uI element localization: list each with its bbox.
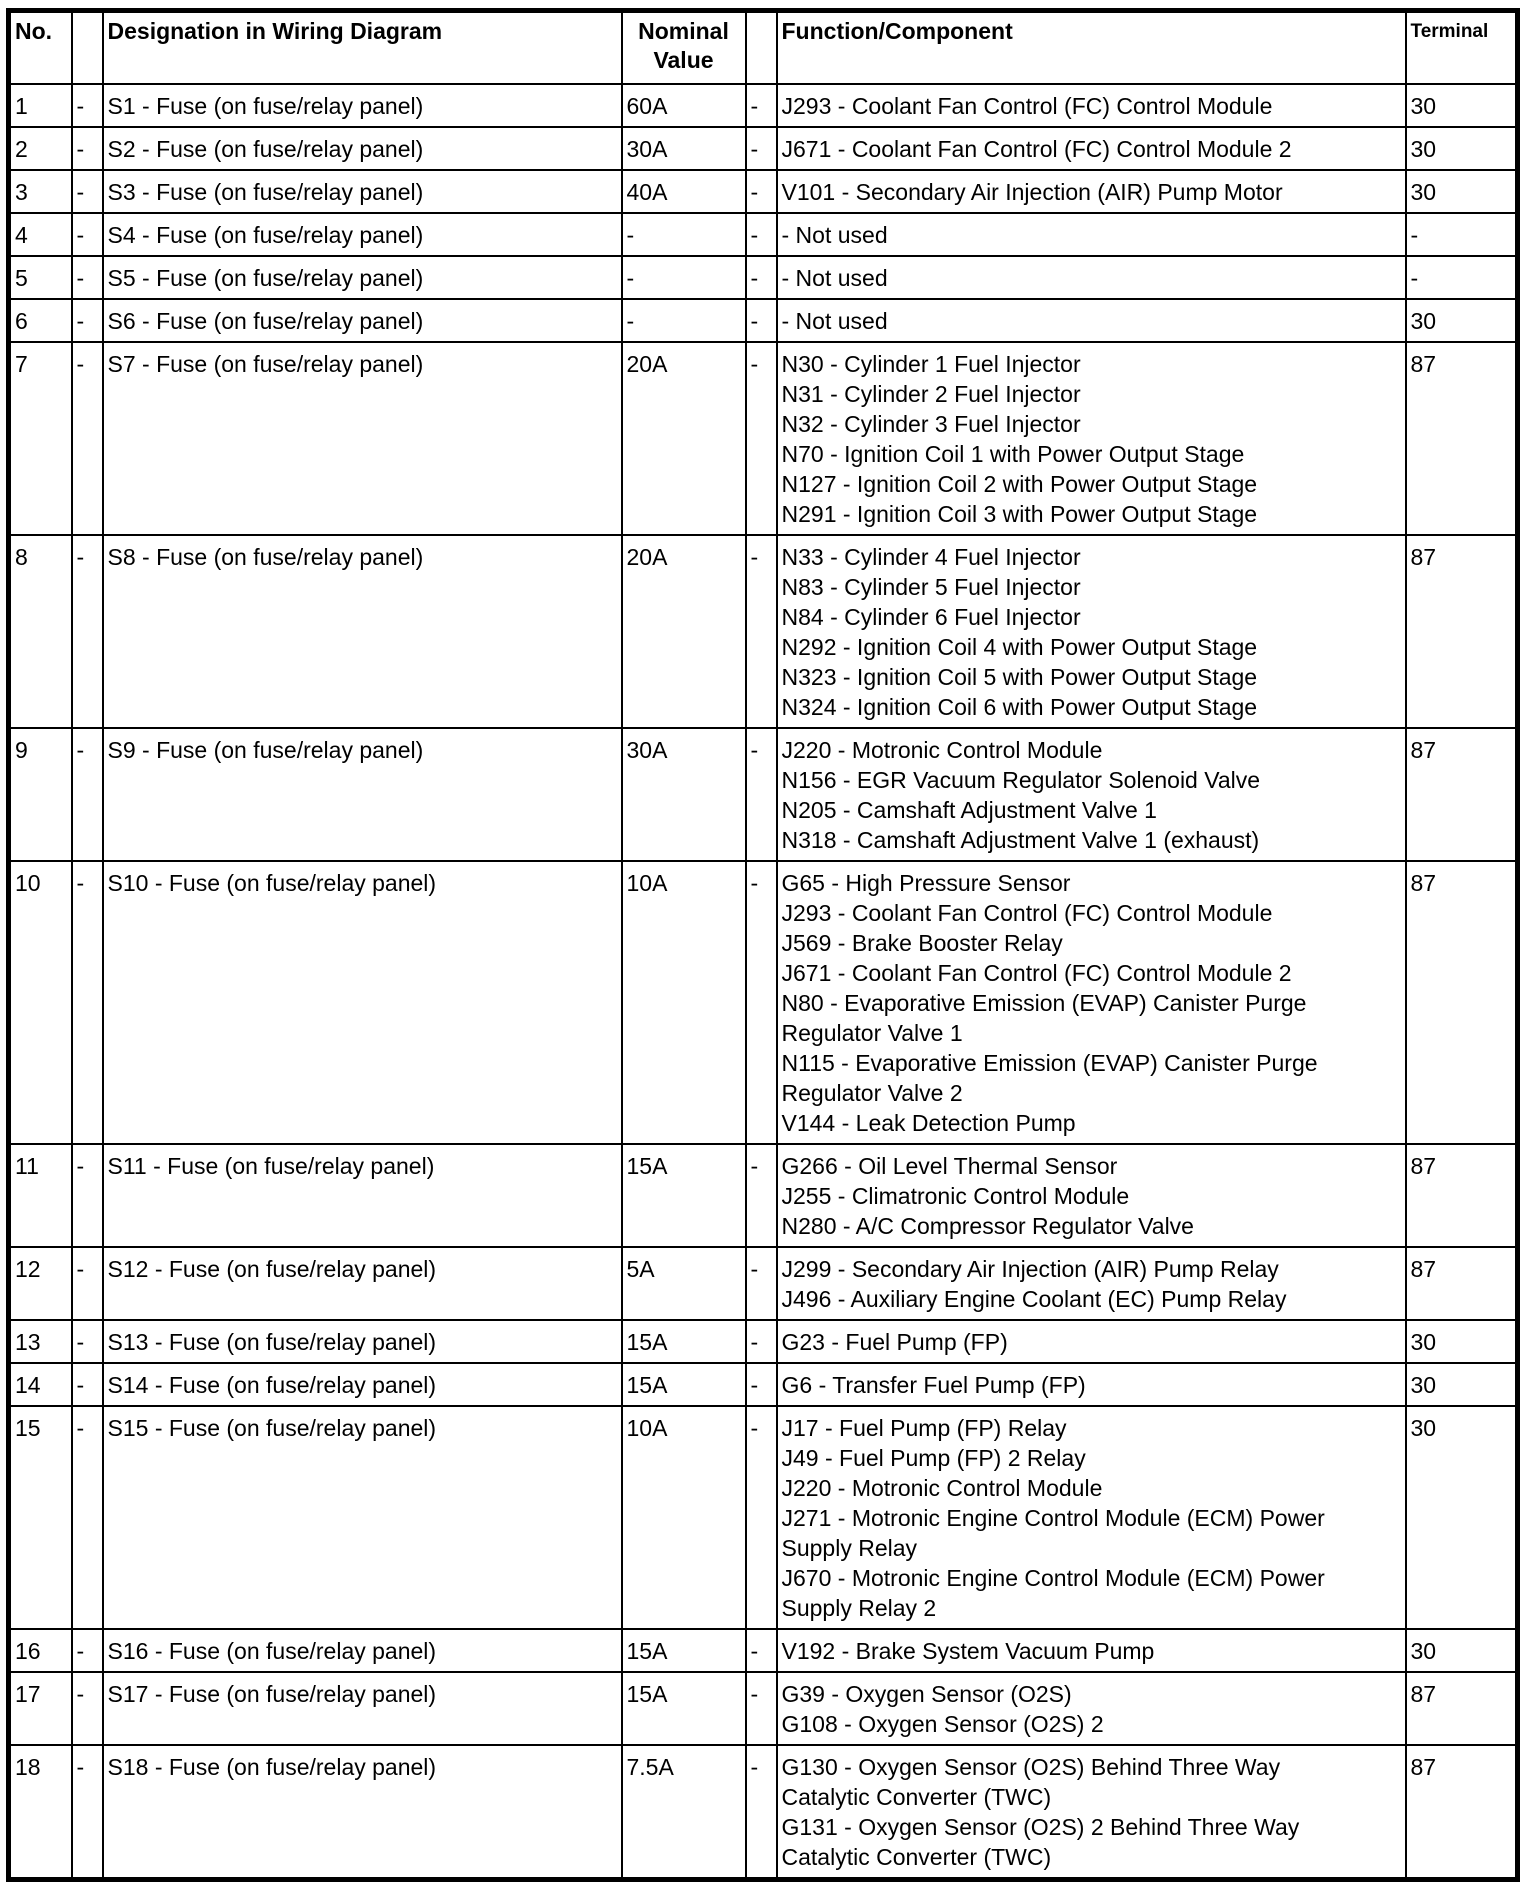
nominal-value-cell: 5A — [622, 1247, 746, 1320]
separator-cell: - — [746, 861, 777, 1144]
designation-cell: S15 - Fuse (on fuse/relay panel) — [103, 1406, 622, 1629]
component-line: N80 - Evaporative Emission (EVAP) Canister Purge — [781, 990, 1307, 1016]
function-cell — [777, 127, 1406, 170]
fuse-number-cell: 15 — [9, 1406, 72, 1629]
separator-cell: - — [72, 1672, 103, 1745]
nominal-value-cell: 40A — [622, 170, 746, 213]
component-line: J671 - Coolant Fan Control (FC) Control Module 2 — [781, 136, 1292, 162]
separator-cell: - — [746, 1745, 777, 1880]
designation-cell: S14 - Fuse (on fuse/relay panel) — [103, 1363, 622, 1406]
component-line: Supply Relay — [781, 1535, 918, 1561]
component-line: J293 - Coolant Fan Control (FC) Control Module — [781, 900, 1273, 926]
separator-cell: - — [72, 256, 103, 299]
table-row — [9, 1629, 1518, 1672]
designation-cell: S12 - Fuse (on fuse/relay panel) — [103, 1247, 622, 1320]
fuse-number-cell: 1 — [9, 84, 72, 127]
separator-cell: - — [746, 299, 777, 342]
header-nominal-value: Nominal Value — [622, 11, 746, 85]
separator-cell: - — [72, 127, 103, 170]
separator-cell: - — [746, 1363, 777, 1406]
separator-cell: - — [746, 1144, 777, 1247]
table-row — [9, 256, 1518, 299]
function-cell — [777, 84, 1406, 127]
function-cell — [777, 861, 1406, 1144]
designation-cell: S16 - Fuse (on fuse/relay panel) — [103, 1629, 622, 1672]
component-line: N70 - Ignition Coil 1 with Power Output Stage — [781, 441, 1245, 467]
component-line: N323 - Ignition Coil 5 with Power Output Stage — [781, 664, 1258, 690]
separator-cell: - — [746, 127, 777, 170]
component-line: J496 - Auxiliary Engine Coolant (EC) Pump Relay — [781, 1286, 1287, 1312]
component-line: V144 - Leak Detection Pump — [781, 1110, 1076, 1136]
component-line: J671 - Coolant Fan Control (FC) Control Module 2 — [781, 960, 1292, 986]
table-row — [9, 1320, 1518, 1363]
component-line: N31 - Cylinder 2 Fuel Injector — [781, 381, 1081, 407]
separator-cell: - — [72, 299, 103, 342]
fuse-number-cell: 11 — [9, 1144, 72, 1247]
separator-cell: - — [746, 1320, 777, 1363]
component-line: Catalytic Converter (TWC) — [781, 1784, 1052, 1810]
nominal-value-cell: 30A — [622, 127, 746, 170]
function-cell — [777, 170, 1406, 213]
nominal-value-cell: - — [622, 299, 746, 342]
component-line: N127 - Ignition Coil 2 with Power Output Stage — [781, 471, 1258, 497]
component-line: N30 - Cylinder 1 Fuel Injector — [781, 351, 1081, 377]
component-line: G130 - Oxygen Sensor (O2S) Behind Three Way — [781, 1754, 1281, 1780]
function-cell — [777, 1406, 1406, 1629]
designation-cell: S11 - Fuse (on fuse/relay panel) — [103, 1144, 622, 1247]
component-line: G23 - Fuel Pump (FP) — [781, 1329, 1008, 1355]
component-line: V192 - Brake System Vacuum Pump — [781, 1638, 1155, 1664]
designation-cell: S17 - Fuse (on fuse/relay panel) — [103, 1672, 622, 1745]
separator-cell: - — [72, 1144, 103, 1247]
nominal-value-cell: 20A — [622, 342, 746, 535]
fuse-number-cell: 2 — [9, 127, 72, 170]
component-line: Regulator Valve 1 — [781, 1020, 963, 1046]
component-line: - Not used — [781, 265, 888, 291]
designation-cell: S2 - Fuse (on fuse/relay panel) — [103, 127, 622, 170]
function-cell — [777, 1363, 1406, 1406]
designation-cell: S9 - Fuse (on fuse/relay panel) — [103, 728, 622, 861]
header-no: No. — [9, 11, 72, 85]
fuse-number-cell: 13 — [9, 1320, 72, 1363]
function-cell — [777, 1144, 1406, 1247]
terminal-cell: 30 — [1406, 170, 1518, 213]
nominal-value-cell: 20A — [622, 535, 746, 728]
nominal-value-cell: 7.5A — [622, 1745, 746, 1880]
separator-cell: - — [746, 535, 777, 728]
component-line: N291 - Ignition Coil 3 with Power Output Stage — [781, 501, 1258, 527]
separator-cell: - — [72, 170, 103, 213]
component-line: J293 - Coolant Fan Control (FC) Control Module — [781, 93, 1273, 119]
component-line: N32 - Cylinder 3 Fuel Injector — [781, 411, 1081, 437]
fuse-number-cell: 18 — [9, 1745, 72, 1880]
function-cell — [777, 1247, 1406, 1320]
designation-cell: S5 - Fuse (on fuse/relay panel) — [103, 256, 622, 299]
terminal-cell: 87 — [1406, 1745, 1518, 1880]
table-row — [9, 1363, 1518, 1406]
function-cell — [777, 728, 1406, 861]
designation-cell: S7 - Fuse (on fuse/relay panel) — [103, 342, 622, 535]
function-cell — [777, 213, 1406, 256]
nominal-value-cell: 15A — [622, 1629, 746, 1672]
table-row — [9, 1406, 1518, 1629]
fuse-number-cell: 8 — [9, 535, 72, 728]
component-line: Supply Relay 2 — [781, 1595, 937, 1621]
table-row — [9, 1247, 1518, 1320]
terminal-cell: 87 — [1406, 342, 1518, 535]
component-line: G108 - Oxygen Sensor (O2S) 2 — [781, 1711, 1104, 1737]
designation-cell: S3 - Fuse (on fuse/relay panel) — [103, 170, 622, 213]
nominal-value-cell: 30A — [622, 728, 746, 861]
terminal-cell: 87 — [1406, 1144, 1518, 1247]
function-cell — [777, 1320, 1406, 1363]
separator-cell: - — [72, 861, 103, 1144]
designation-cell: S10 - Fuse (on fuse/relay panel) — [103, 861, 622, 1144]
designation-cell: S6 - Fuse (on fuse/relay panel) — [103, 299, 622, 342]
function-cell — [777, 299, 1406, 342]
designation-cell: S8 - Fuse (on fuse/relay panel) — [103, 535, 622, 728]
fuse-number-cell: 9 — [9, 728, 72, 861]
fuse-number-cell: 12 — [9, 1247, 72, 1320]
component-line: G39 - Oxygen Sensor (O2S) — [781, 1681, 1072, 1707]
component-line: G65 - High Pressure Sensor — [781, 870, 1071, 896]
nominal-value-cell: 10A — [622, 861, 746, 1144]
component-line: Catalytic Converter (TWC) — [781, 1844, 1052, 1870]
designation-cell: S18 - Fuse (on fuse/relay panel) — [103, 1745, 622, 1880]
designation-cell: S13 - Fuse (on fuse/relay panel) — [103, 1320, 622, 1363]
separator-cell: - — [72, 1320, 103, 1363]
header-terminal: Terminal — [1406, 11, 1518, 85]
designation-cell: S1 - Fuse (on fuse/relay panel) — [103, 84, 622, 127]
component-line: N33 - Cylinder 4 Fuel Injector — [781, 544, 1081, 570]
component-line: N156 - EGR Vacuum Regulator Solenoid Valve — [781, 767, 1261, 793]
component-line: J271 - Motronic Engine Control Module (ECM) Power — [781, 1505, 1325, 1531]
terminal-cell: 30 — [1406, 1320, 1518, 1363]
fuse-number-cell: 16 — [9, 1629, 72, 1672]
component-line: J220 - Motronic Control Module — [781, 1475, 1103, 1501]
component-line: J17 - Fuel Pump (FP) Relay — [781, 1415, 1067, 1441]
function-cell — [777, 256, 1406, 299]
separator-cell: - — [72, 1745, 103, 1880]
table-row — [9, 861, 1518, 1144]
function-cell — [777, 1672, 1406, 1745]
component-line: Regulator Valve 2 — [781, 1080, 963, 1106]
table-row — [9, 1745, 1518, 1880]
function-cell — [777, 1629, 1406, 1672]
separator-cell: - — [746, 1406, 777, 1629]
separator-cell: - — [746, 1672, 777, 1745]
fuse-table — [6, 8, 1520, 1882]
component-line: N324 - Ignition Coil 6 with Power Output Stage — [781, 694, 1258, 720]
component-line: J220 - Motronic Control Module — [781, 737, 1103, 763]
component-line: G266 - Oil Level Thermal Sensor — [781, 1153, 1118, 1179]
table-row — [9, 342, 1518, 535]
fuse-number-cell: 4 — [9, 213, 72, 256]
designation-cell: S4 - Fuse (on fuse/relay panel) — [103, 213, 622, 256]
terminal-cell: 30 — [1406, 1629, 1518, 1672]
nominal-value-cell: 15A — [622, 1144, 746, 1247]
header-function: Function/Component — [777, 11, 1406, 85]
table-row — [9, 127, 1518, 170]
component-line: N115 - Evaporative Emission (EVAP) Canister Purge — [781, 1050, 1318, 1076]
terminal-cell: 30 — [1406, 84, 1518, 127]
fuse-number-cell: 14 — [9, 1363, 72, 1406]
terminal-cell: 30 — [1406, 1363, 1518, 1406]
separator-cell: - — [72, 213, 103, 256]
terminal-cell: - — [1406, 256, 1518, 299]
separator-cell: - — [72, 1629, 103, 1672]
header-designation: Designation in Wiring Diagram — [103, 11, 622, 85]
function-cell — [777, 1745, 1406, 1880]
terminal-cell: 87 — [1406, 861, 1518, 1144]
table-row — [9, 1144, 1518, 1247]
component-line: J670 - Motronic Engine Control Module (ECM) Power — [781, 1565, 1325, 1591]
fuse-number-cell: 17 — [9, 1672, 72, 1745]
nominal-value-cell: 10A — [622, 1406, 746, 1629]
terminal-cell: 30 — [1406, 127, 1518, 170]
separator-cell: - — [746, 342, 777, 535]
separator-cell: - — [72, 535, 103, 728]
component-line: G6 - Transfer Fuel Pump (FP) — [781, 1372, 1086, 1398]
terminal-cell: 30 — [1406, 1406, 1518, 1629]
fuse-number-cell: 10 — [9, 861, 72, 1144]
table-row — [9, 170, 1518, 213]
separator-cell: - — [746, 170, 777, 213]
component-line: N83 - Cylinder 5 Fuel Injector — [781, 574, 1081, 600]
terminal-cell: 30 — [1406, 299, 1518, 342]
component-line: J569 - Brake Booster Relay — [781, 930, 1063, 956]
fuse-number-cell: 3 — [9, 170, 72, 213]
header-row — [9, 11, 1518, 85]
function-cell — [777, 342, 1406, 535]
component-line: V101 - Secondary Air Injection (AIR) Pump Motor — [781, 179, 1283, 205]
separator-cell: - — [746, 1629, 777, 1672]
separator-cell: - — [746, 84, 777, 127]
component-line: N84 - Cylinder 6 Fuel Injector — [781, 604, 1081, 630]
component-line: N292 - Ignition Coil 4 with Power Output Stage — [781, 634, 1258, 660]
separator-cell: - — [72, 1363, 103, 1406]
fuse-number-cell: 5 — [9, 256, 72, 299]
separator-cell: - — [72, 728, 103, 861]
terminal-cell: - — [1406, 213, 1518, 256]
function-cell — [777, 535, 1406, 728]
component-line: J299 - Secondary Air Injection (AIR) Pump Relay — [781, 1256, 1279, 1282]
fuse-number-cell: 6 — [9, 299, 72, 342]
nominal-value-cell: - — [622, 256, 746, 299]
separator-cell: - — [746, 256, 777, 299]
nominal-value-cell: 15A — [622, 1672, 746, 1745]
terminal-cell: 87 — [1406, 1247, 1518, 1320]
table-row — [9, 84, 1518, 127]
terminal-cell: 87 — [1406, 535, 1518, 728]
header-separator — [746, 11, 777, 85]
separator-cell: - — [72, 1247, 103, 1320]
component-line: J255 - Climatronic Control Module — [781, 1183, 1130, 1209]
separator-cell: - — [72, 342, 103, 535]
component-line: N280 - A/C Compressor Regulator Valve — [781, 1213, 1194, 1239]
table-row — [9, 1672, 1518, 1745]
table-row — [9, 535, 1518, 728]
component-line: J49 - Fuel Pump (FP) 2 Relay — [781, 1445, 1086, 1471]
separator-cell: - — [746, 213, 777, 256]
component-line: G131 - Oxygen Sensor (O2S) 2 Behind Three Way — [781, 1814, 1300, 1840]
table-row — [9, 728, 1518, 861]
separator-cell: - — [72, 1406, 103, 1629]
nominal-value-cell: - — [622, 213, 746, 256]
fuse-number-cell: 7 — [9, 342, 72, 535]
table-row — [9, 213, 1518, 256]
separator-cell: - — [72, 84, 103, 127]
nominal-value-cell: 15A — [622, 1320, 746, 1363]
component-line: - Not used — [781, 308, 888, 334]
nominal-value-cell: 15A — [622, 1363, 746, 1406]
separator-cell: - — [746, 728, 777, 861]
component-line: - Not used — [781, 222, 888, 248]
component-line: N318 - Camshaft Adjustment Valve 1 (exhaust) — [781, 827, 1260, 853]
separator-cell: - — [746, 1247, 777, 1320]
component-line: N205 - Camshaft Adjustment Valve 1 — [781, 797, 1157, 823]
table-row — [9, 299, 1518, 342]
terminal-cell: 87 — [1406, 1672, 1518, 1745]
terminal-cell: 87 — [1406, 728, 1518, 861]
nominal-value-cell: 60A — [622, 84, 746, 127]
header-separator — [72, 11, 103, 85]
